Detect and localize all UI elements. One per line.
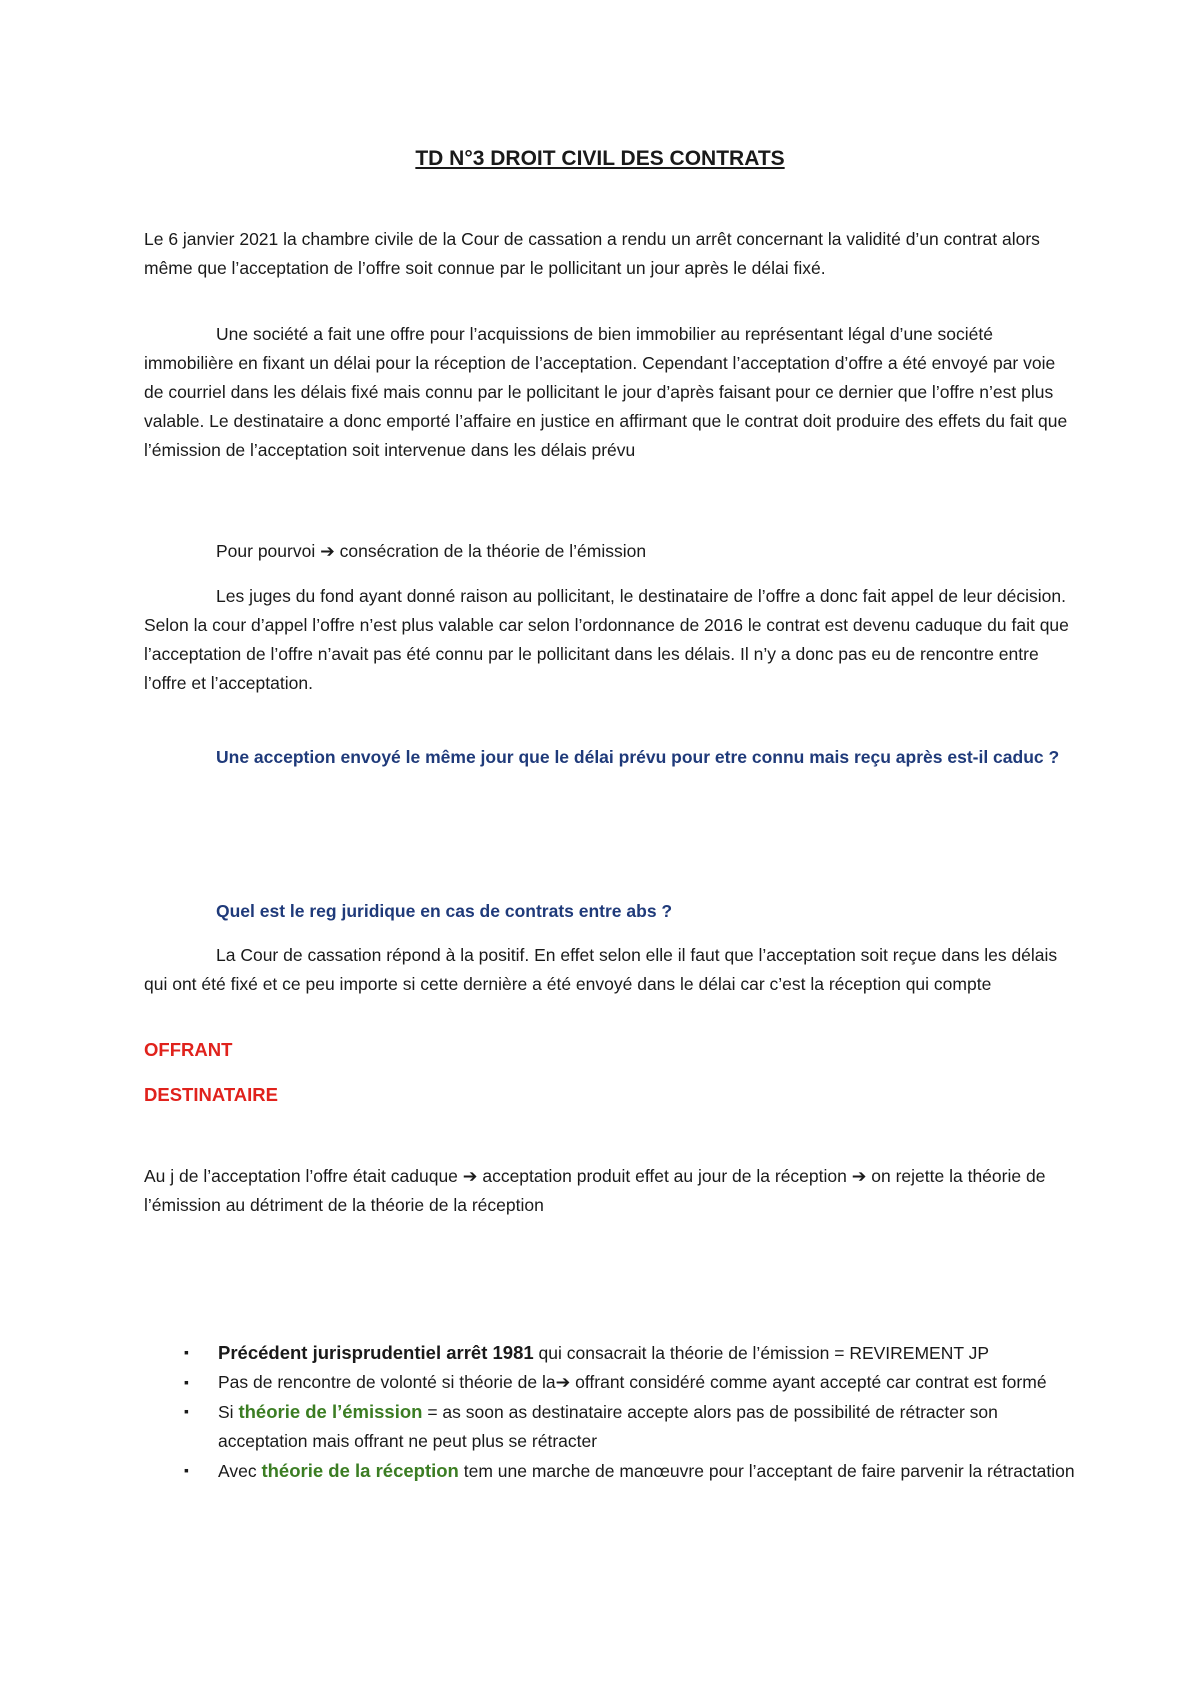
list-item (144, 1456, 1079, 1486)
list-item-text: Avec (218, 1461, 257, 1481)
square-bullet-icon: ▪ (184, 1403, 189, 1419)
arrow-icon: ➔ (851, 1166, 867, 1186)
pourvoi-prefix: Pour pourvoi (216, 541, 316, 561)
jurisprudence-reference: Précédent jurisprudentiel arrêt 1981 (218, 1342, 534, 1363)
theory-reception-highlight: théorie de la réception (261, 1460, 459, 1481)
conclusion-part-2: acceptation produit effet au jour de la réception (482, 1166, 847, 1186)
facts-paragraph: Une société a fait une offre pour l’acquissions de bien immobilier au représentant légal d’une société immobilière en fixant un délai pour la réception de l’acceptation. Cependant l’acceptation d’offre a été envoyé par voie de courriel dans les délais fixé mais connu par le pollicitant le jour d’après faisant pour ce dernier que l’offre n’est plus valable. Le destinataire a donc emporté l’affaire en justice en affirmant que le contrat doit produire des effets du fait que l’émission de l’acceptation soit intervenue dans les délais prévu (144, 324, 1068, 460)
list-item (144, 1368, 1079, 1397)
legal-question-1: Une acception envoyé le même jour que le délai prévu pour etre connu mais reçu après est-il caduc ? (216, 747, 1060, 767)
conclusion-paragraph (144, 1162, 1069, 1220)
list-item-text: = as soon as destinataire accepte alors pas de possibilité de rétracter son acceptation mais offrant ne peut plus se rétracter (218, 1402, 998, 1451)
arrow-icon: ➔ (320, 541, 335, 561)
square-bullet-icon: ▪ (184, 1374, 189, 1390)
list-item-text: offrant considéré comme ayant accepté car contrat est formé (575, 1372, 1047, 1392)
answer-paragraph: La Cour de cassation répond à la positif. En effet selon elle il faut que l’acceptation soit reçue dans les délais qui ont été fixé et ce peu importe si cette dernière a été envoyé dans le délai car c’est la réception qui compte (144, 945, 1058, 994)
list-item-text: Si (218, 1402, 234, 1422)
list-item (144, 1338, 1079, 1368)
list-item-text: qui consacrait la théorie de l’émission = REVIREMENT JP (538, 1343, 990, 1363)
conclusion-part-3: on rejette la théorie de l’émission au détriment de la théorie de la réception (144, 1166, 1046, 1215)
theory-emission-highlight: théorie de l’émission (238, 1401, 423, 1422)
square-bullet-icon: ▪ (184, 1462, 189, 1478)
pourvoi-suffix: consécration de la théorie de l’émission (339, 541, 647, 561)
arrow-icon: ➔ (462, 1166, 478, 1186)
document-title: TD N°3 DROIT CIVIL DES CONTRATS (415, 147, 785, 170)
bullet-list (144, 1338, 1079, 1486)
legal-question-2: Quel est le reg juridique en cas de contrats entre abs ? (216, 901, 673, 921)
square-bullet-icon: ▪ (184, 1344, 189, 1360)
label-destinataire: DESTINATAIRE (144, 1084, 278, 1105)
intro-paragraph: Le 6 janvier 2021 la chambre civile de la Cour de cassation a rendu un arrêt concernant la validité d’un contrat alors même que l’acceptation de l’offre soit connue par le pollicitant un jour après le délai fixé. (144, 229, 1040, 278)
procedure-paragraph: Les juges du fond ayant donné raison au pollicitant, le destinataire de l’offre a donc fait appel de leur décision. Selon la cour d’appel l’offre n’est plus valable car selon l’ordonnance de 2016 le contrat est devenu caduque du fait que l’acceptation de l’offre n’avait pas été connu par le pollicitant dans les délais. Il n’y a donc pas eu de rencontre entre l’offre et l’acceptation. (144, 586, 1069, 693)
label-offrant: OFFRANT (144, 1039, 233, 1060)
conclusion-part-1: Au j de l’acceptation l’offre était caduque (144, 1166, 458, 1186)
list-item (144, 1397, 1079, 1456)
list-item-text: Pas de rencontre de volonté si théorie de la (218, 1372, 556, 1392)
pourvoi-line (144, 537, 1069, 566)
arrow-icon: ➔ (555, 1372, 571, 1392)
list-item-text: tem une marche de manœuvre pour l’acceptant de faire parvenir la rétractation (463, 1461, 1075, 1481)
